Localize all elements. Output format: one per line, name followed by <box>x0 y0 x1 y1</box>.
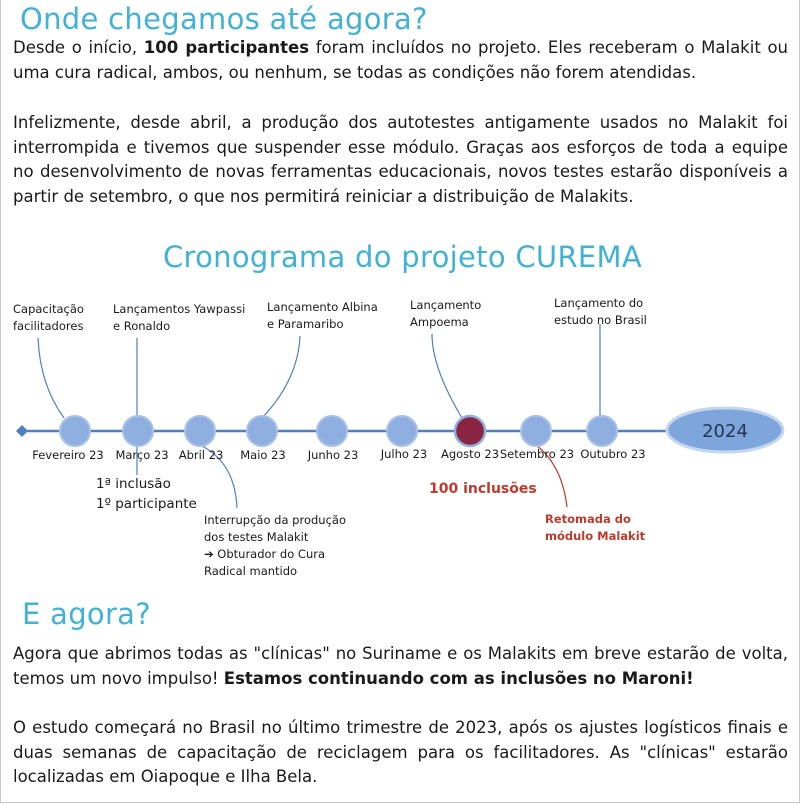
month-label: Fevereiro 23 <box>32 448 104 462</box>
connector-capacitacao <box>38 338 64 418</box>
month-label: Abril 23 <box>178 448 224 462</box>
month-label: Junho 23 <box>307 448 359 462</box>
text-run: Desde o início, <box>13 38 144 57</box>
label-brasil-2: estudo no Brasil <box>554 313 647 327</box>
label-capacitacao-2: facilitadores <box>13 319 84 333</box>
paragraph-brasil: O estudo começará no Brasil no último trimestre de 2023, após os ajustes logísticos finais e duas semanas de capacitação de reciclagem para os facilitadores. As "clínicas" estarão localizadas em Oiapoque e Ilha Bela. <box>13 718 788 786</box>
label-resume-2: módulo Malakit <box>545 529 646 543</box>
timeline-node-apr <box>185 416 215 446</box>
label-yawpassi-2: e Ronaldo <box>113 319 171 333</box>
label-100-inclusions: 100 inclusões <box>429 481 537 497</box>
label-resume-1: Retomada do <box>545 512 631 526</box>
label-interruption-3: ➔ Obturador do Cura <box>204 547 326 561</box>
text-bold-participants: 100 participantes <box>143 38 310 57</box>
month-label: Outubro 23 <box>580 447 646 461</box>
paragraph-interruption: Infelizmente, desde abril, a produção dos autotestes antigamente usados no Malakit foi interrompida e tivemos que suspender esse módulo. Graças aos esforços de toda a equipe no desenvolvimento de novas ferramentas educacionais, novos testes estarão disponíveis a partir de setembro, o que nos permitirá reiniciar a distribuição de Malakits. <box>13 113 788 206</box>
text-bold-maroni: Estamos continuando com as inclusões no Maroni! <box>223 668 694 688</box>
label-albina-1: Lançamento Albina <box>267 300 378 314</box>
label-ampoema-2: Ampoema <box>410 315 469 329</box>
section-title-progress: Onde chegamos até agora? <box>20 2 428 36</box>
timeline-node-jul <box>387 416 417 446</box>
label-yawpassi-1: Lançamentos Yawpassi <box>113 302 246 316</box>
label-albina-2: e Paramaribo <box>267 317 344 331</box>
paragraph-participants <box>13 36 788 85</box>
label-capacitacao-1: Capacitação <box>13 302 84 316</box>
timeline-node-feb <box>60 416 90 446</box>
timeline-diagram <box>0 290 802 635</box>
text-run: foram incluídos no projeto. Eles receberam o Malakit ou uma cura radical, ambos, ou nenhum, se todas as condições não forem atendidas. <box>13 38 789 82</box>
paragraph-now <box>13 642 788 691</box>
label-first-inclusion-1: 1ª inclusão <box>96 476 171 492</box>
timeline-node-sep <box>521 416 551 446</box>
label-first-inclusion-2: 1º participante <box>96 496 197 512</box>
month-label: Julho 23 <box>380 447 428 461</box>
timeline-node-mar <box>123 416 153 446</box>
month-label: Maio 23 <box>240 448 286 462</box>
month-label: Setembro 23 <box>499 447 575 461</box>
label-brasil-1: Lançamento do <box>554 296 644 310</box>
label-interruption-4: Radical mantido <box>204 564 298 578</box>
month-label: Agosto 23 <box>440 447 500 461</box>
month-label: Março 23 <box>115 448 169 462</box>
timeline-node-aug-highlight <box>455 416 485 446</box>
label-ampoema-1: Lançamento <box>410 298 482 312</box>
label-interruption-2: dos testes Malakit <box>204 530 309 544</box>
connector-albina <box>262 336 300 418</box>
label-interruption-1: Interrupção da produção <box>204 513 346 527</box>
timeline-title: Cronograma do projeto CUREMA <box>163 240 642 274</box>
section-title-now: E agora? <box>22 597 151 631</box>
timeline-start-marker <box>16 425 28 437</box>
timeline-node-oct <box>587 416 617 446</box>
end-label-2024: 2024 <box>702 421 748 442</box>
timeline-node-jun <box>317 416 347 446</box>
text-run: Agora que abrimos todas as "clínicas" no Suriname e os Malakits em breve estarão de volta, temos um novo impulso! <box>13 644 788 688</box>
connector-ampoema <box>432 334 462 418</box>
timeline-node-may <box>247 416 277 446</box>
